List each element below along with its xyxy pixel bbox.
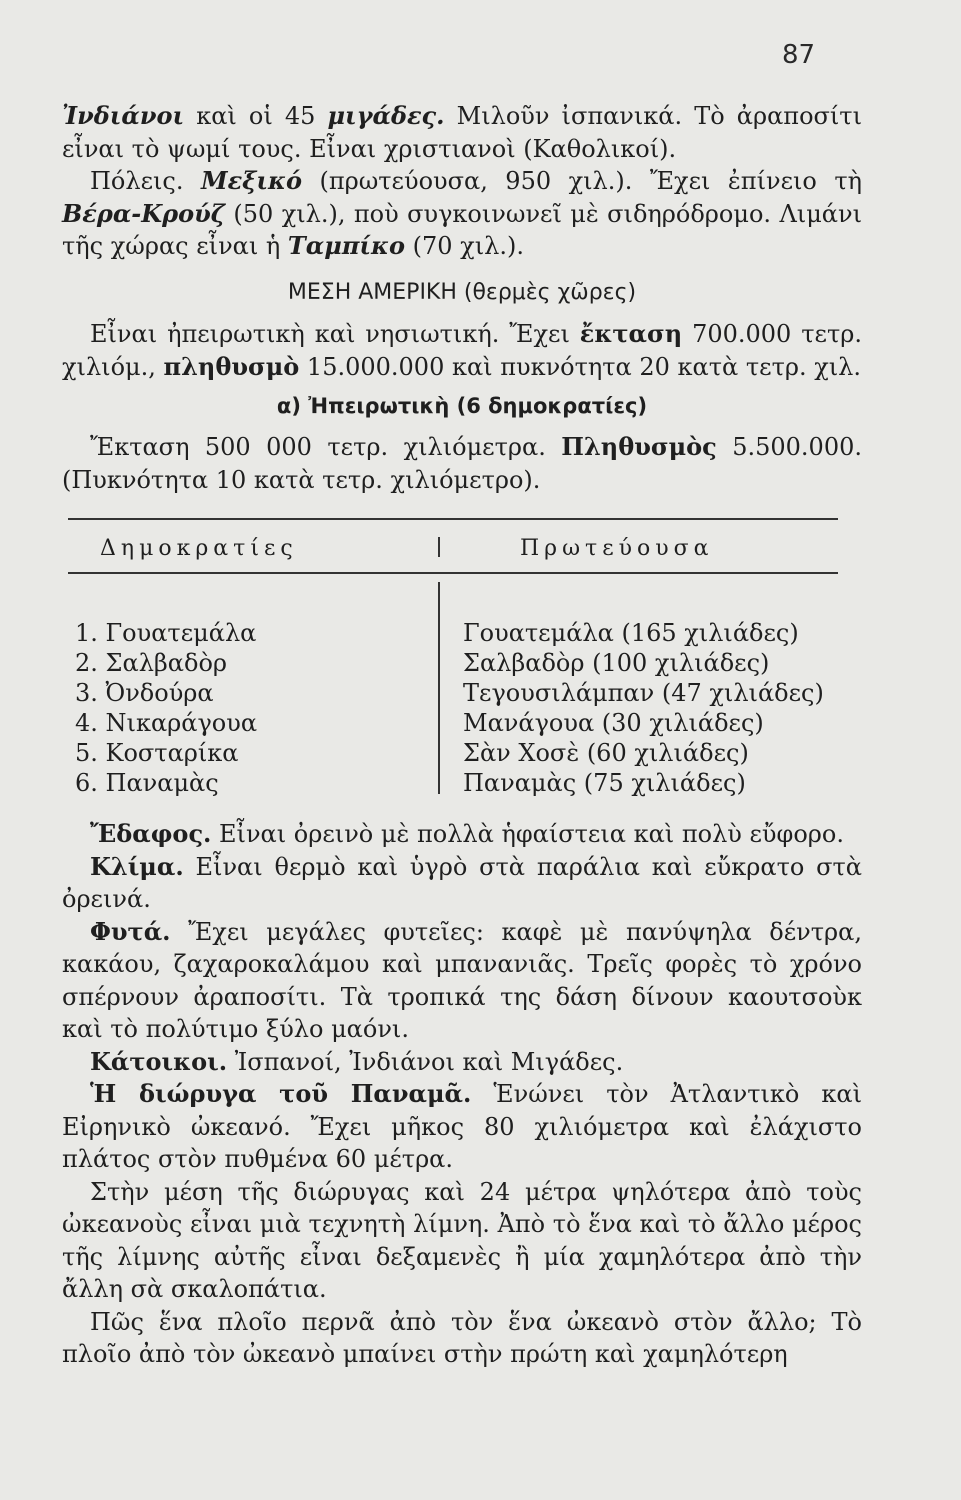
table-cell-capital: Σὰν Χοσὲ (60 χιλιάδες) xyxy=(463,739,749,767)
text-run: Ἑνώνει τὸν Ἀτλαντικὸ καὶ Εἰρηνικὸ ὠκεανό. Ἔχει μῆκος 80 χιλιόμετρα καὶ ἐλάχιστο πλάτος στὸν πυθμένα 60 μέτρα. xyxy=(62,1080,862,1173)
table-column-divider xyxy=(438,582,440,794)
text-run: Εἶναι θερμὸ καὶ ὑγρὸ στὰ παράλια καὶ εὔκρατο στὰ ὀρεινά. xyxy=(62,852,862,913)
city-tampico: Ταμπίκο xyxy=(287,231,405,260)
term-area: ἔκταση xyxy=(579,319,683,348)
intro-paragraph xyxy=(62,100,862,165)
plants-paragraph xyxy=(62,916,862,1046)
table-cell-republic: 2. Σαλβαδὸρ xyxy=(75,649,228,677)
canal-ship-paragraph: Πῶς ἕνα πλοῖο περνᾶ ἀπὸ τὸν ἕνα ὠκεανὸ στὸν ἄλλο; Τὸ πλοῖο ἀπὸ τὸν ὠκεανὸ μπαίνει στὴν πρώτη καὶ χαμηλότερη xyxy=(62,1307,862,1368)
table-cell-republic: 3. Ὀνδούρα xyxy=(75,679,214,707)
text-run: Μιλοῦν ἰσπανικά. Τὸ ἀραποσίτι εἶναι τὸ ψωμί τους. Εἶναι χριστιανοὶ (Καθολικοί). xyxy=(62,102,862,163)
table-header-republics: Δημοκρατίες xyxy=(100,536,298,561)
term-indians: Ἰνδιάνοι xyxy=(62,101,185,130)
climate-paragraph xyxy=(62,851,862,916)
term-population-2: Πληθυσμὸς xyxy=(561,432,717,461)
inhabitants-paragraph xyxy=(62,1046,862,1079)
inhabitants-label: Κάτοικοι. xyxy=(90,1046,228,1076)
term-population: πληθυσμὸ xyxy=(163,351,300,381)
cities-label: Πόλεις. xyxy=(90,167,184,195)
table-top-rule xyxy=(68,518,838,520)
text-run: 15.000.000 καὶ πυκνότητα 20 κατὰ τετρ. χιλ. xyxy=(299,352,862,381)
text-run: καὶ οἱ 45 xyxy=(184,102,328,130)
table-cell-republic: 6. Παναμὰς xyxy=(75,769,219,797)
table-header-rule xyxy=(68,572,838,574)
description-block xyxy=(62,818,862,1371)
canal-paragraph xyxy=(62,1078,862,1176)
soil-label: Ἔδαφος. xyxy=(90,819,212,848)
table-cell-capital: Γουατεμάλα (165 χιλιάδες) xyxy=(463,619,799,647)
text-run: (50 χιλ.), ποὺ συγκοινωνεῖ μὲ σιδηρόδρομο. Λιμάνι τῆς χώρας εἶναι ἡ xyxy=(62,199,862,260)
continental-paragraph xyxy=(62,431,862,496)
intro-block xyxy=(62,100,862,263)
republics-column xyxy=(75,618,257,798)
text-run: (70 χιλ.). xyxy=(405,232,524,260)
text-run: Ἰσπανοί, Ἰνδιάνοι καὶ Μιγάδες. xyxy=(227,1047,624,1076)
text-run: Ἔκταση 500 000 τετρ. χιλιόμετρα. xyxy=(90,433,562,461)
table-cell-capital: Παναμὰς (75 χιλιάδες) xyxy=(463,769,746,797)
table-header-capital: Πρωτεύουσα xyxy=(520,536,714,561)
text-run: 5.500.000. (Πυκνότητα 10 κατὰ τετρ. χιλιόμετρο). xyxy=(62,433,862,494)
table-cell-republic: 4. Νικαράγουα xyxy=(75,709,258,737)
text-run: (πρωτεύουσα, 950 χιλ.). Ἔχει ἐπίνειο τὴ xyxy=(301,167,862,195)
canal-middle-paragraph: Στὴν μέση τῆς διώρυγας καὶ 24 μέτρα ψηλότερα ἀπὸ τοὺς ὠκεανοὺς εἶναι μιὰ τεχνητὴ λίμνη. Ἀπὸ τὸ ἕνα καὶ τὸ ἄλλο μέρος τῆς λίμνης αὐτῆς εἶναι δεξαμενὲς ἢ μία χαμηλότερα ἀπὸ τὴν ἄλλη σὰ σκαλοπάτια. xyxy=(62,1177,862,1303)
cities-paragraph xyxy=(62,165,862,263)
plants-label: Φυτά. xyxy=(90,916,171,946)
text-run: 700.000 τετρ. χιλιόμ., xyxy=(62,320,862,381)
text-run: Εἶναι ὀρεινὸ μὲ πολλὰ ἡφαίστεια καὶ πολὺ εὔφορο. xyxy=(211,820,844,848)
table-cell-republic: 5. Κοσταρίκα xyxy=(75,739,239,767)
section-heading: ΜΕΣΗ ΑΜΕΡΙΚΗ (θερμὲς χῶρες) xyxy=(287,280,637,305)
climate-label: Κλίμα. xyxy=(90,851,184,881)
term-mestizos: μιγάδες. xyxy=(327,101,445,130)
table-cell-capital: Τεγουσιλάμπαν (47 χιλιάδες) xyxy=(463,679,824,707)
text-run: Εἶναι ἠπειρωτικὴ καὶ νησιωτική. Ἔχει xyxy=(90,320,580,348)
soil-paragraph xyxy=(62,818,862,851)
city-mexico: Μεξικό xyxy=(201,166,302,195)
header-divider xyxy=(438,537,440,557)
page-number: 87 xyxy=(782,40,816,70)
table-cell-capital: Μανάγουα (30 χιλιάδες) xyxy=(463,709,764,737)
capitals-column xyxy=(463,618,824,798)
subheading-continental: α) Ἠπειρωτικὴ (6 δημοκρατίες) xyxy=(276,394,648,418)
table-cell-republic: 1. Γουατεμάλα xyxy=(75,619,257,647)
section-paragraph xyxy=(62,318,862,383)
canal-label: Ἡ διώρυγα τοῦ Παναμᾶ. xyxy=(90,1079,472,1108)
city-veracruz: Βέρα-Κρούζ xyxy=(62,198,225,228)
text-run: Ἔχει μεγάλες φυτεῖες: καφὲ μὲ πανύψηλα δέντρα, κακάου, ζαχαροκαλάμου καὶ μπανανιᾶς. Τρεῖς φορὲς τὸ χρόνο σπέρνουν ἀραποσίτι. Τὰ τροπικά της δάση δίνουν καουτσοὺκ καὶ τὸ πολύτιμο ξύλο μαόνι. xyxy=(62,917,862,1043)
table-cell-capital: Σαλβαδὸρ (100 χιλιάδες) xyxy=(463,649,770,677)
